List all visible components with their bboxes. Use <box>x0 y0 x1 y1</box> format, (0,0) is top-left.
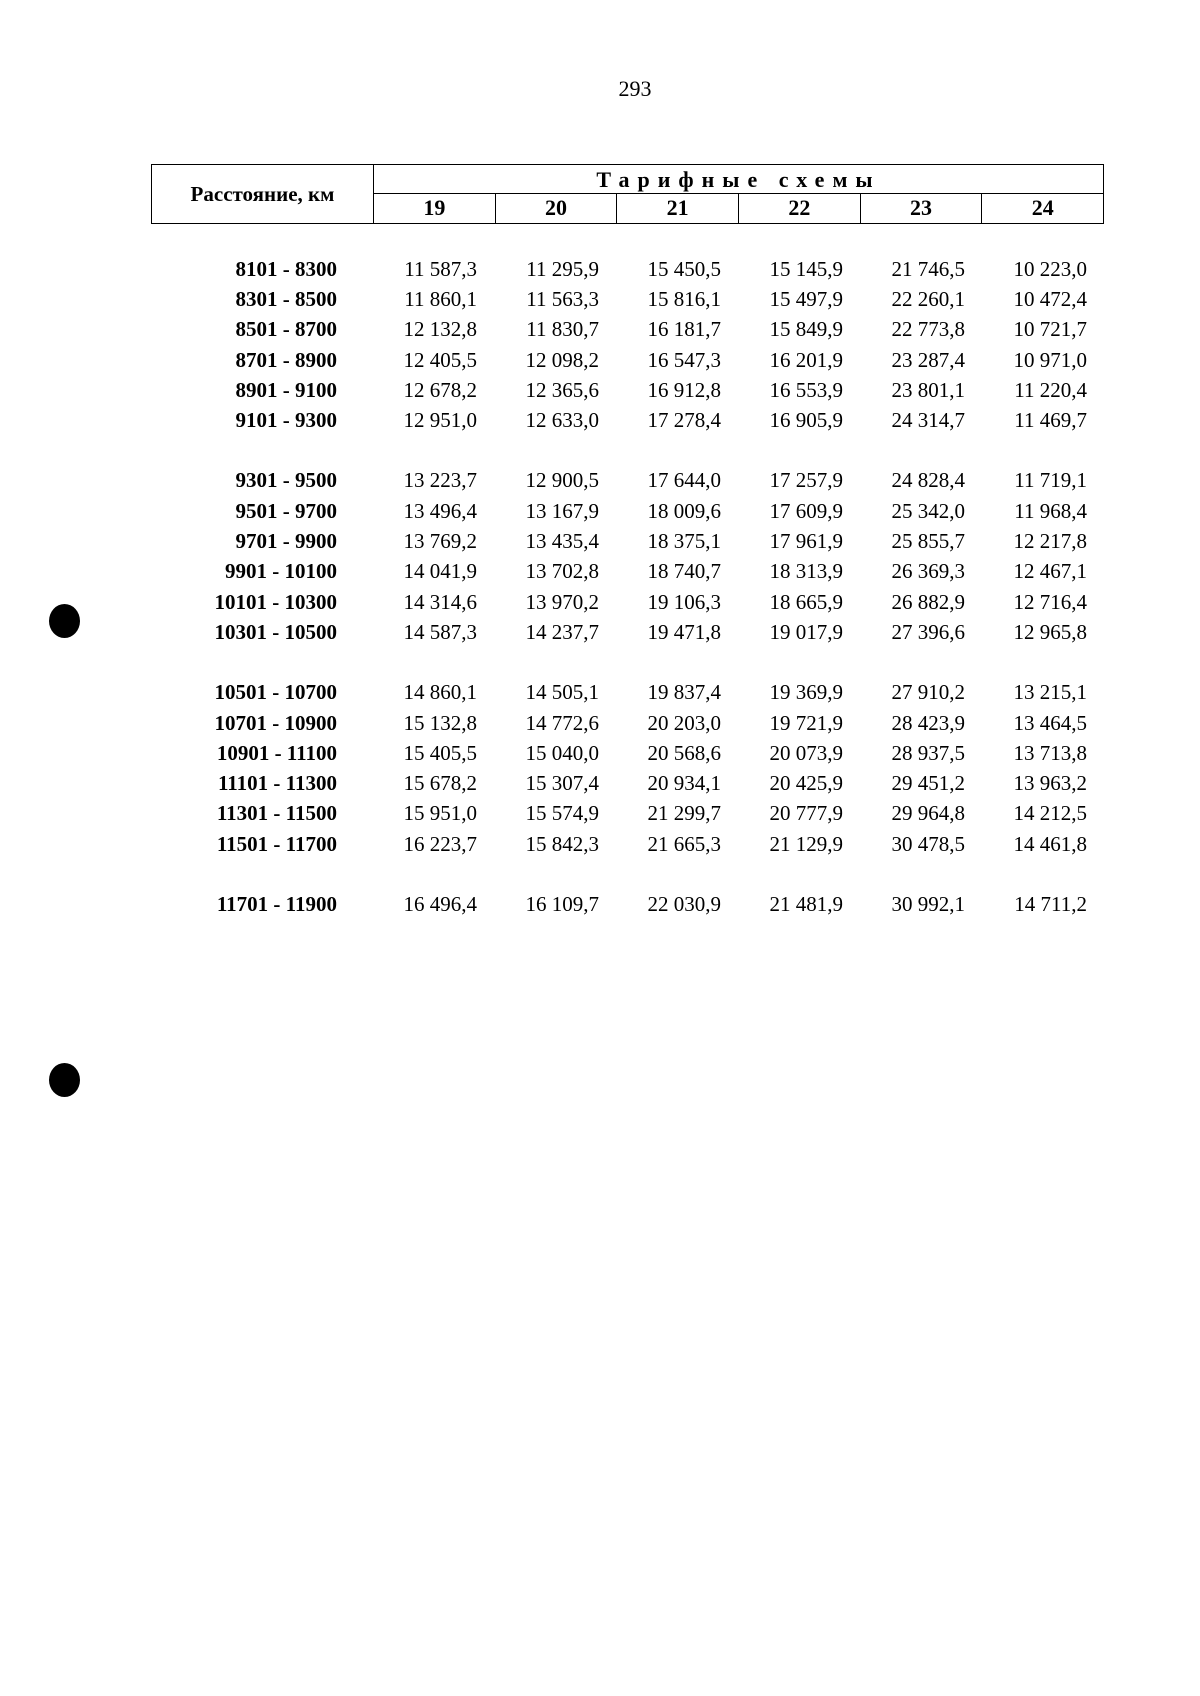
tariff-value-cell: 17 257,9 <box>769 468 843 493</box>
tariff-value-cell: 11 587,3 <box>404 256 477 281</box>
tariff-value-cell: 26 882,9 <box>891 589 965 614</box>
tariff-value-cell: 13 970,2 <box>525 589 599 614</box>
tariff-value-cell: 14 860,1 <box>403 680 477 705</box>
tariff-value-cell: 13 167,9 <box>525 498 599 523</box>
tariff-value-cell: 15 145,9 <box>769 256 843 281</box>
tariff-value-cell: 21 746,5 <box>891 256 965 281</box>
tariff-value-cell: 13 496,4 <box>403 498 477 523</box>
tariff-value-cell: 18 313,9 <box>769 559 843 584</box>
tariff-value-cell: 13 702,8 <box>525 559 599 584</box>
tariff-value-cell: 14 212,5 <box>1013 801 1087 826</box>
tariff-value-cell: 29 451,2 <box>891 771 965 796</box>
tariff-value-cell: 11 830,7 <box>526 317 599 342</box>
tariff-value-cell: 18 375,1 <box>647 529 721 554</box>
tariff-value-cell: 15 951,0 <box>403 801 477 826</box>
tariff-value-cell: 20 073,9 <box>769 740 843 765</box>
tariff-value-cell: 13 769,2 <box>403 529 477 554</box>
tariff-value-cell: 11 719,1 <box>1014 468 1087 493</box>
distance-range-cell: 9301 - 9500 <box>235 468 337 493</box>
tariff-value-cell: 12 217,8 <box>1013 529 1087 554</box>
tariff-value-cell: 19 369,9 <box>769 680 843 705</box>
tariff-value-cell: 19 106,3 <box>647 589 721 614</box>
row-group <box>151 678 1104 860</box>
tariff-value-cell: 23 287,4 <box>891 347 965 372</box>
table-row <box>151 799 1104 829</box>
distance-range-cell: 10101 - 10300 <box>214 589 337 614</box>
tariff-value-cell: 14 711,2 <box>1014 891 1087 916</box>
tariff-value-cell: 24 828,4 <box>891 468 965 493</box>
page-number: 293 <box>618 76 652 101</box>
tariff-value-cell: 16 201,9 <box>769 347 843 372</box>
row-group <box>151 466 1104 648</box>
table-row <box>151 768 1104 798</box>
table-row <box>151 587 1104 617</box>
tariff-value-cell: 15 849,9 <box>769 317 843 342</box>
tariff-value-cell: 19 721,9 <box>769 710 843 735</box>
tariff-value-cell: 26 369,3 <box>891 559 965 584</box>
tariff-value-cell: 30 992,1 <box>891 891 965 916</box>
table-header <box>151 164 1104 224</box>
tariff-value-cell: 12 405,5 <box>403 347 477 372</box>
tariff-value-cell: 28 423,9 <box>891 710 965 735</box>
tariff-value-cell: 20 203,0 <box>647 710 721 735</box>
distance-range-cell: 8301 - 8500 <box>235 286 337 311</box>
tariff-value-cell: 14 237,7 <box>525 619 599 644</box>
tariff-value-cell: 15 132,8 <box>403 710 477 735</box>
tariff-value-cell: 11 968,4 <box>1014 498 1087 523</box>
distance-range-cell: 11701 - 11900 <box>216 891 337 916</box>
table-row <box>151 526 1104 556</box>
tariff-value-cell: 22 260,1 <box>891 286 965 311</box>
tariff-value-cell: 10 971,0 <box>1013 347 1087 372</box>
tariff-value-cell: 11 295,9 <box>526 256 599 281</box>
table-row <box>151 496 1104 526</box>
tariff-value-cell: 18 740,7 <box>647 559 721 584</box>
tariff-schemes-header: Тарифные схемы <box>374 165 1103 194</box>
tariff-value-cell: 17 644,0 <box>647 468 721 493</box>
tariff-value-cell: 19 837,4 <box>647 680 721 705</box>
scheme-column-header: 22 <box>739 194 861 223</box>
tariff-value-cell: 13 464,5 <box>1013 710 1087 735</box>
tariff-value-cell: 27 910,2 <box>891 680 965 705</box>
table-row <box>151 738 1104 768</box>
tariff-value-cell: 24 314,7 <box>891 408 965 433</box>
tariff-value-cell: 12 467,1 <box>1013 559 1087 584</box>
tariff-value-cell: 14 041,9 <box>403 559 477 584</box>
tariff-value-cell: 11 469,7 <box>1014 408 1087 433</box>
tariff-value-cell: 12 098,2 <box>525 347 599 372</box>
table-row <box>151 254 1104 284</box>
tariff-value-cell: 12 951,0 <box>403 408 477 433</box>
tariff-value-cell: 22 773,8 <box>891 317 965 342</box>
tariff-value-cell: 16 912,8 <box>647 377 721 402</box>
tariff-value-cell: 17 278,4 <box>647 408 721 433</box>
scheme-column-header: 23 <box>861 194 983 223</box>
tariff-value-cell: 10 472,4 <box>1013 286 1087 311</box>
tariff-value-cell: 12 678,2 <box>403 377 477 402</box>
scheme-column-header: 24 <box>1031 195 1054 220</box>
tariff-value-cell: 12 132,8 <box>403 317 477 342</box>
tariff-value-cell: 16 109,7 <box>525 891 599 916</box>
punch-hole <box>49 604 80 638</box>
tariff-value-cell: 19 471,8 <box>647 619 721 644</box>
distance-range-cell: 8901 - 9100 <box>235 377 337 402</box>
table-row <box>151 678 1104 708</box>
tariff-value-cell: 18 009,6 <box>647 498 721 523</box>
tariff-value-cell: 12 965,8 <box>1013 619 1087 644</box>
tariff-value-cell: 12 716,4 <box>1013 589 1087 614</box>
tariff-value-cell: 21 129,9 <box>769 831 843 856</box>
tariff-value-cell: 13 963,2 <box>1013 771 1087 796</box>
tariff-value-cell: 16 496,4 <box>403 891 477 916</box>
distance-range-cell: 11101 - 11300 <box>217 771 337 796</box>
table-row <box>151 829 1104 859</box>
tariff-value-cell: 15 678,2 <box>403 771 477 796</box>
tariff-value-cell: 15 497,9 <box>769 286 843 311</box>
tariff-value-cell: 11 220,4 <box>1014 377 1087 402</box>
tariff-value-cell: 20 568,6 <box>647 740 721 765</box>
tariff-value-cell: 20 777,9 <box>769 801 843 826</box>
table-row <box>151 405 1104 435</box>
table-row <box>151 708 1104 738</box>
tariff-value-cell: 17 609,9 <box>769 498 843 523</box>
tariff-value-cell: 30 478,5 <box>891 831 965 856</box>
scheme-column-header: 19 <box>374 194 496 223</box>
row-group <box>151 889 1104 919</box>
distance-range-cell: 9101 - 9300 <box>235 408 337 433</box>
tariff-value-cell: 29 964,8 <box>891 801 965 826</box>
distance-range-cell: 9501 - 9700 <box>235 498 337 523</box>
tariff-value-cell: 10 223,0 <box>1013 256 1087 281</box>
tariff-value-cell: 14 505,1 <box>525 680 599 705</box>
table-row <box>151 617 1104 647</box>
tariff-value-cell: 16 223,7 <box>403 831 477 856</box>
tariff-value-cell: 23 801,1 <box>891 377 965 402</box>
tariff-value-cell: 21 299,7 <box>647 801 721 826</box>
table-row <box>151 466 1104 496</box>
scheme-column-header: 20 <box>496 194 618 223</box>
tariff-value-cell: 14 587,3 <box>403 619 477 644</box>
tariff-value-cell: 15 816,1 <box>647 286 721 311</box>
tariff-value-cell: 12 365,6 <box>525 377 599 402</box>
tariff-value-cell: 15 450,5 <box>647 256 721 281</box>
tariff-value-cell: 20 934,1 <box>647 771 721 796</box>
table-row <box>151 889 1104 919</box>
tariff-value-cell: 15 842,3 <box>525 831 599 856</box>
tariff-table-body <box>151 254 1104 950</box>
tariff-value-cell: 25 855,7 <box>891 529 965 554</box>
tariff-value-cell: 18 665,9 <box>769 589 843 614</box>
tariff-value-cell: 21 665,3 <box>647 831 721 856</box>
table-row <box>151 315 1104 345</box>
tariff-value-cell: 20 425,9 <box>769 771 843 796</box>
tariff-value-cell: 13 435,4 <box>525 529 599 554</box>
row-group <box>151 254 1104 436</box>
tariff-value-cell: 25 342,0 <box>891 498 965 523</box>
distance-range-cell: 8501 - 8700 <box>235 317 337 342</box>
scheme-column-headers <box>374 194 1103 223</box>
table-row <box>151 345 1104 375</box>
tariff-value-cell: 15 307,4 <box>525 771 599 796</box>
tariff-value-cell: 11 563,3 <box>526 286 599 311</box>
tariff-value-cell: 15 405,5 <box>403 740 477 765</box>
distance-range-cell: 10301 - 10500 <box>214 619 337 644</box>
tariff-value-cell: 14 461,8 <box>1013 831 1087 856</box>
tariff-value-cell: 27 396,6 <box>891 619 965 644</box>
distance-range-cell: 11501 - 11700 <box>216 831 337 856</box>
tariff-value-cell: 28 937,5 <box>891 740 965 765</box>
tariff-value-cell: 15 040,0 <box>525 740 599 765</box>
tariff-value-cell: 21 481,9 <box>769 891 843 916</box>
tariff-value-cell: 22 030,9 <box>647 891 721 916</box>
tariff-value-cell: 12 633,0 <box>525 408 599 433</box>
tariff-value-cell: 10 721,7 <box>1013 317 1087 342</box>
tariff-value-cell: 14 772,6 <box>525 710 599 735</box>
table-row <box>151 375 1104 405</box>
distance-range-cell: 11301 - 11500 <box>216 801 337 826</box>
distance-range-cell: 9701 - 9900 <box>235 529 337 554</box>
distance-range-cell: 10501 - 10700 <box>214 680 337 705</box>
tariff-value-cell: 19 017,9 <box>769 619 843 644</box>
distance-range-cell: 10901 - 11100 <box>216 740 337 765</box>
distance-range-cell: 10701 - 10900 <box>214 710 337 735</box>
tariff-value-cell: 16 553,9 <box>769 377 843 402</box>
tariff-value-cell: 16 905,9 <box>769 408 843 433</box>
distance-range-cell: 8101 - 8300 <box>235 256 337 281</box>
table-row <box>151 284 1104 314</box>
distance-range-cell: 9901 - 10100 <box>225 559 337 584</box>
tariff-value-cell: 16 181,7 <box>647 317 721 342</box>
tariff-value-cell: 14 314,6 <box>403 589 477 614</box>
punch-hole <box>49 1063 80 1097</box>
tariff-value-cell: 13 223,7 <box>403 468 477 493</box>
tariff-value-cell: 13 215,1 <box>1013 680 1087 705</box>
table-row <box>151 557 1104 587</box>
tariff-value-cell: 12 900,5 <box>525 468 599 493</box>
distance-column-header: Расстояние, км <box>152 165 374 223</box>
tariff-value-cell: 15 574,9 <box>525 801 599 826</box>
scheme-column-header: 21 <box>617 194 739 223</box>
tariff-value-cell: 13 713,8 <box>1013 740 1087 765</box>
tariff-value-cell: 17 961,9 <box>769 529 843 554</box>
tariff-value-cell: 11 860,1 <box>404 286 477 311</box>
tariff-value-cell: 16 547,3 <box>647 347 721 372</box>
distance-range-cell: 8701 - 8900 <box>235 347 337 372</box>
